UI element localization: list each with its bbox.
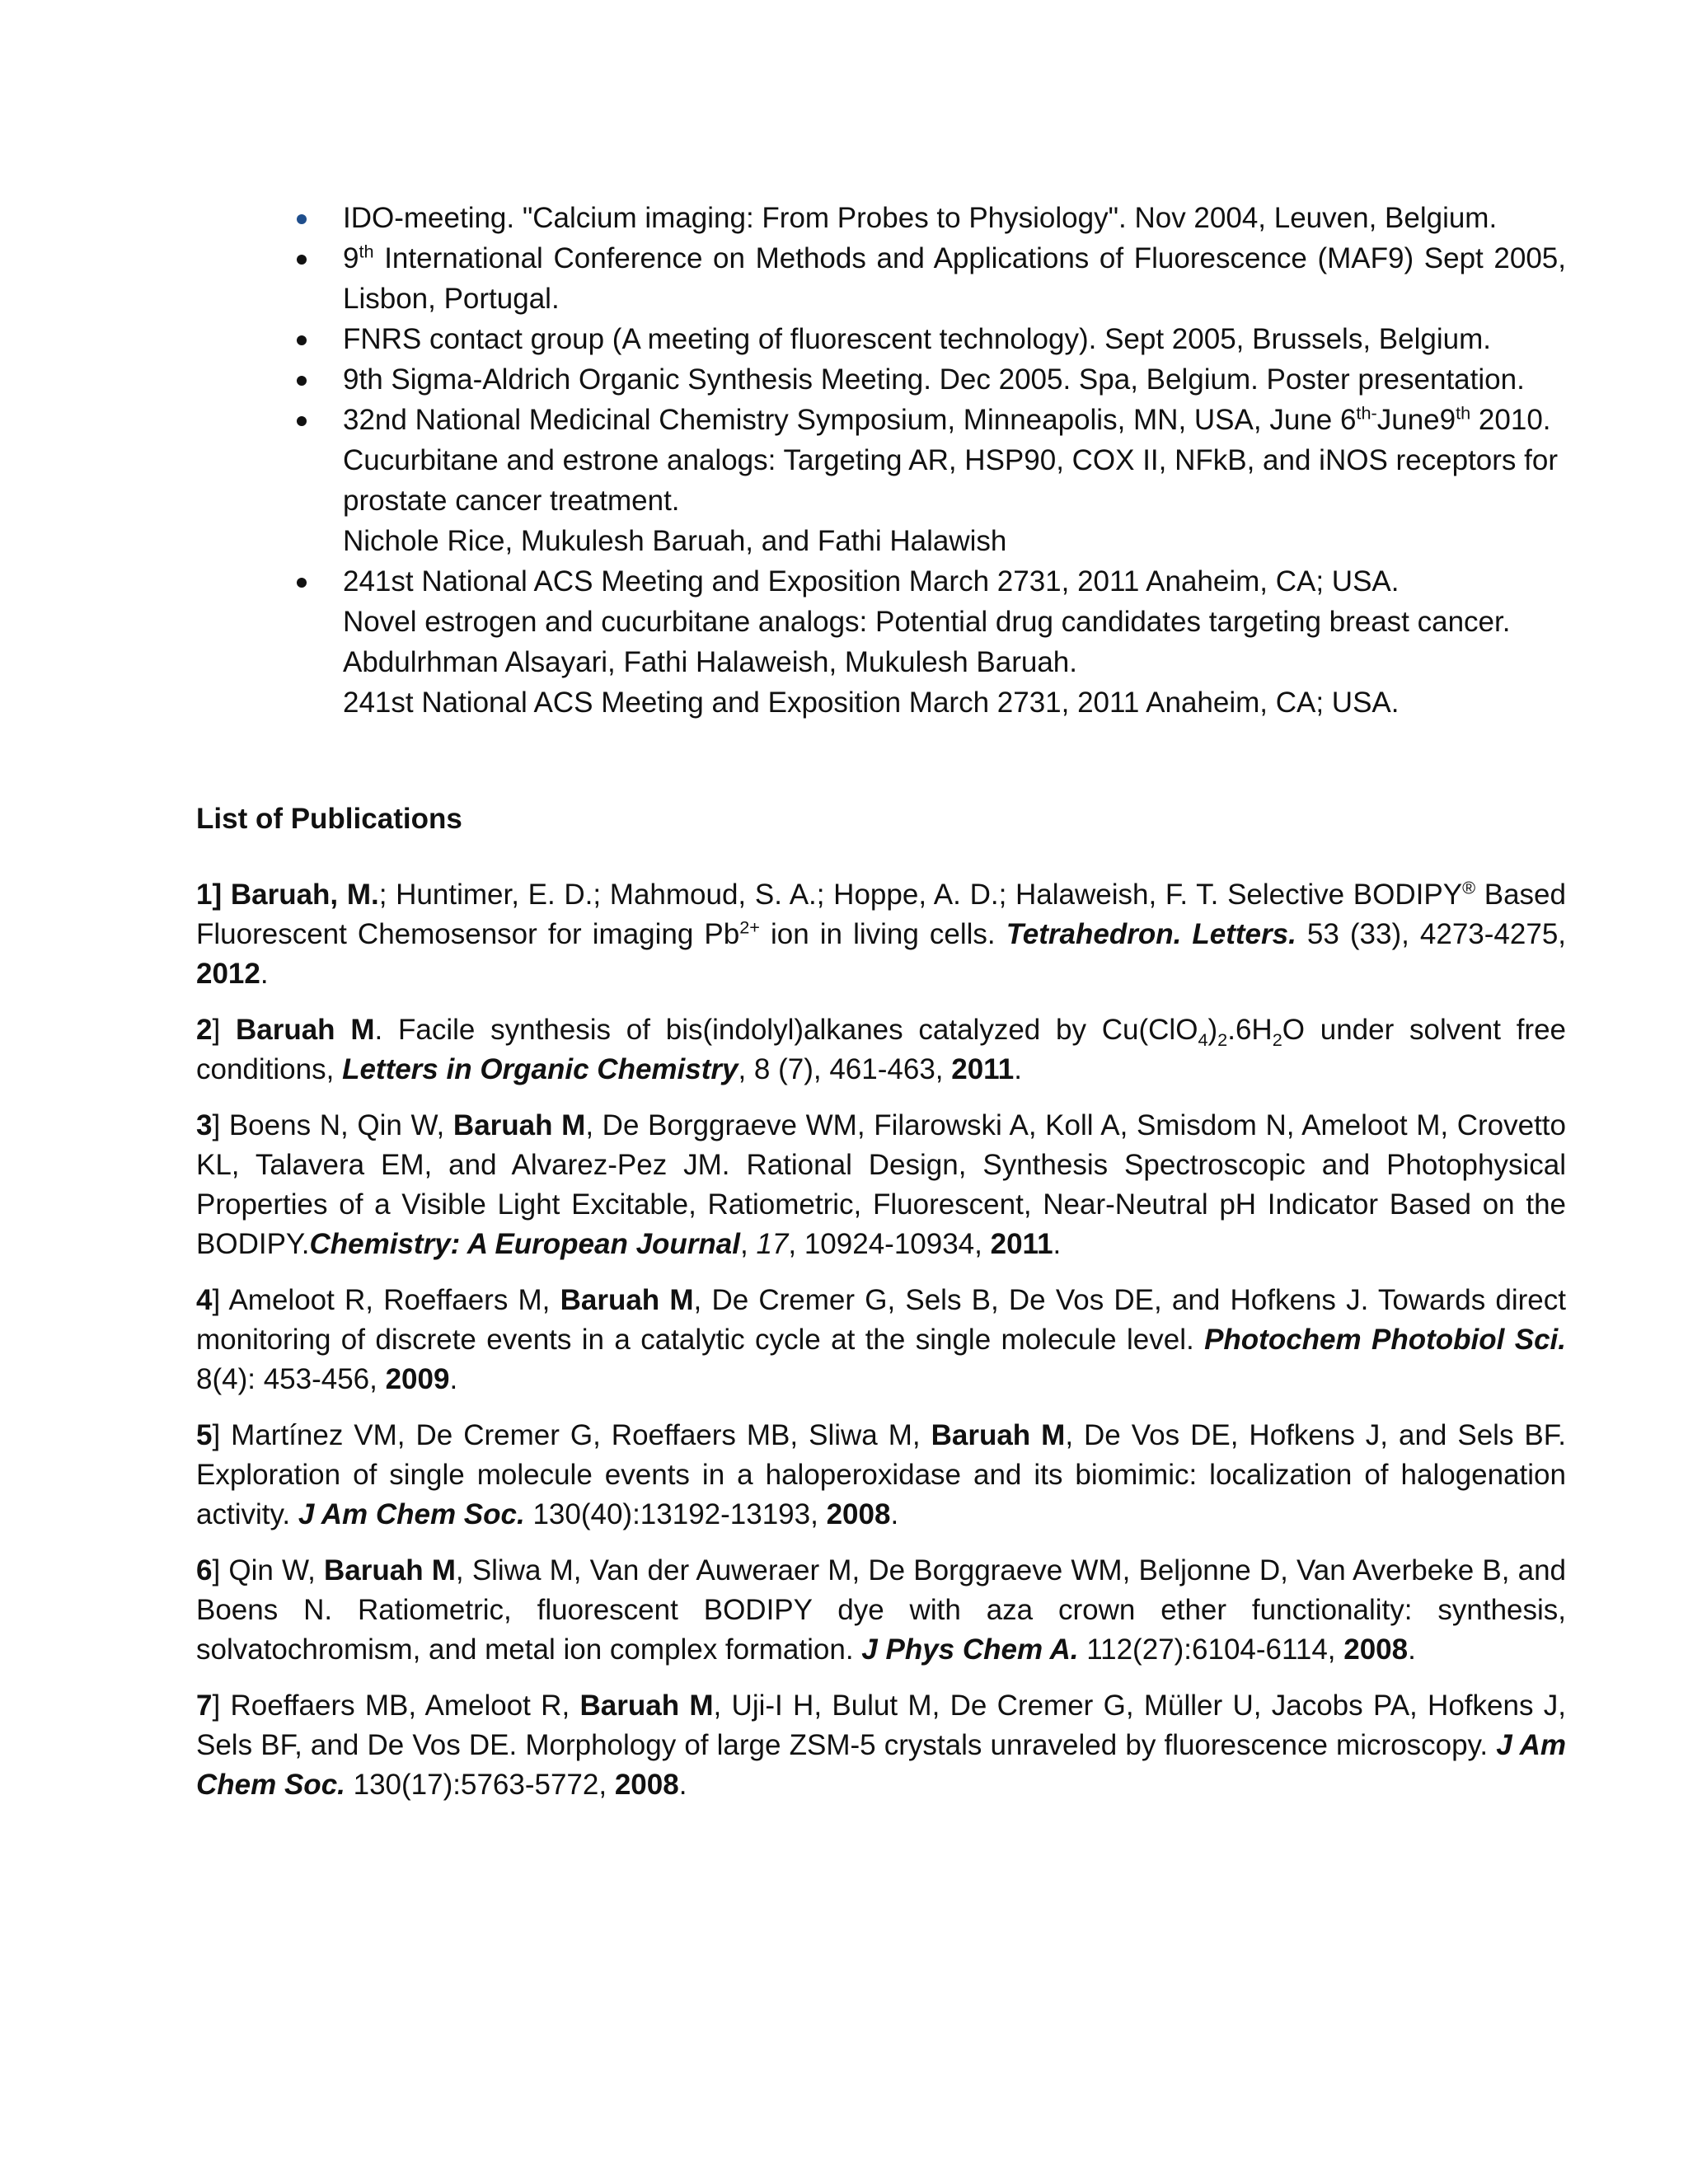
journal-name: Chemistry: A European Journal (309, 1228, 740, 1260)
bullet-icon (297, 255, 307, 265)
journal-name: J Phys Chem A. (861, 1633, 1079, 1666)
publication-year: 2009 (385, 1363, 450, 1395)
publication-year: 2011 (951, 1053, 1015, 1085)
highlighted-author: Baruah M (560, 1284, 694, 1316)
superscript: ® (1462, 877, 1476, 898)
presentation-authors: Abdulrhman Alsayari, Fathi Halaweish, Mukulesh Baruah. (343, 646, 1077, 678)
publication-text: ] Roeffaers MB, Ameloot R, (212, 1690, 580, 1722)
publication-year: 2011 (990, 1228, 1053, 1260)
publication-text: ] Martínez VM, De Cremer G, Roeffaers MB, Sliwa M, (212, 1419, 931, 1451)
highlighted-author: Baruah M (452, 1109, 586, 1141)
subscript: 2 (1217, 1029, 1228, 1050)
publication-text: . (890, 1498, 899, 1530)
publication-text: , De Vos DE, Hofkens J, and Sels BF. Exploration of single molecule events in a haloperoxidase and its biomimic: localization of halogenation activity. (196, 1419, 1567, 1530)
section-title: List of Publications (196, 803, 462, 835)
bullet-icon (297, 376, 307, 386)
publication-number: 4 (196, 1284, 213, 1316)
publication-year: 2012 (196, 958, 260, 990)
conference-item (196, 359, 1566, 400)
publication-item (196, 1106, 1566, 1264)
superscript: th- (1356, 402, 1377, 424)
highlighted-author: Baruah M (579, 1690, 714, 1722)
publication-text: ) (1207, 1014, 1218, 1046)
superscript: th (1456, 402, 1471, 424)
publication-text: , Sliwa M, Van der Auweraer M, De Borggraeve WM, Beljonne D, Van Averbeke B, and Boens N. Ratiometric, fluorescent BODIPY dye with aza crown ether functionality: synthesis, solvatochromism, and metal ion complex formation. (196, 1554, 1566, 1666)
journal-volume: 17 (756, 1228, 789, 1260)
conference-item (196, 238, 1566, 319)
conference-text: IDO-meeting. "Calcium imaging: From Probes to Physiology". Nov 2004, Leuven, Belgium. (343, 202, 1498, 234)
highlighted-author: Baruah M (324, 1554, 456, 1586)
bullet-icon (297, 416, 307, 426)
publication-text: ] Boens N, Qin W, (212, 1109, 453, 1141)
journal-name: Photochem Photobiol Sci. (1204, 1324, 1566, 1356)
publication-text: . (1014, 1053, 1022, 1085)
publication-text: , 10924-10934, (788, 1228, 991, 1260)
publication-text: 130(40):13192-13193, (524, 1498, 827, 1530)
publication-text: . (1408, 1633, 1416, 1666)
superscript: 2+ (739, 916, 760, 938)
bullet-icon (297, 335, 307, 345)
presentation-title: Novel estrogen and cucurbitane analogs: Potential drug candidates targeting breast cancer. (343, 606, 1511, 638)
publication-item (196, 1010, 1566, 1090)
publication-text: . (449, 1363, 458, 1395)
publication-text: , De Borggraeve WM, Filarowski A, Koll A, Smisdom N, Ameloot M, Crovetto KL, Talavera EM, and Alvarez-Pez JM. Rational Design, Synthesis Spectroscopic and Photophysical Properties of a Visible Light Excitable, Ratiometric, Fluorescent, Near-Neutral pH Indicator Based on the BODIPY. (196, 1109, 1566, 1260)
publication-item (196, 1416, 1566, 1535)
publication-text: Based Fluorescent Chemosensor for imaging Pb (196, 879, 1566, 950)
publication-text: . (260, 958, 269, 990)
publication-year: 2008 (826, 1498, 891, 1530)
superscript: th (359, 241, 374, 262)
journal-name: J Am Chem Soc. (298, 1498, 525, 1530)
journal-name: J Am Chem Soc. (196, 1729, 1566, 1801)
publication-year: 2008 (1343, 1633, 1409, 1666)
publication-number: 2 (196, 1014, 213, 1046)
conference-text: 9th Sigma-Aldrich Organic Synthesis Meeting. Dec 2005. Spa, Belgium. Poster presentation. (343, 363, 1525, 396)
journal-name: Letters in Organic Chemistry (342, 1053, 738, 1085)
publication-number: 5 (196, 1419, 213, 1451)
publication-text: 112(27):6104-6114, (1078, 1633, 1344, 1666)
publication-text: 53 (33), 4273-4275, (1296, 918, 1567, 950)
publication-text: , Uji-I H, Bulut M, De Cremer G, Müller U, Jacobs PA, Hofkens J, Sels BF, and De Vos DE. Morphology of large ZSM-5 crystals unraveled by fluorescence microscopy. (196, 1690, 1566, 1761)
conference-item (196, 400, 1566, 561)
highlighted-author: Baruah, M. (230, 879, 379, 911)
conference-item (196, 561, 1566, 723)
conference-list (196, 198, 1566, 723)
highlighted-author: Baruah M (235, 1014, 375, 1046)
publication-text: ] (212, 1014, 236, 1046)
publication-text: ; Huntimer, E. D.; Mahmoud, S. A.; Hoppe, A. D.; Halaweish, F. T. Selective BODIPY (378, 879, 1463, 911)
publication-item (196, 1686, 1566, 1805)
publication-text: . (678, 1769, 687, 1801)
bullet-icon (297, 214, 307, 224)
publication-item (196, 875, 1566, 994)
conference-item (196, 198, 1566, 238)
conference-number: 9 (343, 242, 359, 274)
publication-text: . Facile synthesis of bis(indolyl)alkanes catalyzed by Cu(ClO (374, 1014, 1198, 1046)
highlighted-author: Baruah M (931, 1419, 1066, 1451)
presentation-authors: Nichole Rice, Mukulesh Baruah, and Fathi Halawish (343, 525, 1007, 557)
publication-text: . (1053, 1228, 1062, 1260)
publication-text: ] Qin W, (212, 1554, 324, 1586)
conference-text: 32nd National Medicinal Chemistry Symposium, Minneapolis, MN, USA, June 6 (343, 404, 1357, 436)
publication-number: 6 (196, 1554, 213, 1586)
conference-item (196, 319, 1566, 359)
presentation-venue: 241st National ACS Meeting and Exposition March 2731, 2011 Anaheim, CA; USA. (343, 687, 1400, 719)
page-content (196, 198, 1566, 1821)
conference-text: 241st National ACS Meeting and Exposition March 2731, 2011 Anaheim, CA; USA. (343, 565, 1400, 598)
publication-item (196, 1281, 1566, 1399)
publication-text: , De Cremer G, Sels B, De Vos DE, and Hofkens J. Towards direct monitoring of discrete events in a catalytic cycle at the single molecule level. (196, 1284, 1566, 1356)
publication-number: 1] (196, 879, 231, 911)
presentation-title: Cucurbitane and estrone analogs: Targeting AR, HSP90, COX II, NFkB, and iNOS receptors for prostate cancer treatment. (343, 444, 1558, 517)
subscript: 4 (1198, 1029, 1208, 1050)
publication-text: , (740, 1228, 757, 1260)
publication-text: ] Ameloot R, Roeffaers M, (212, 1284, 560, 1316)
subscript: 2 (1272, 1029, 1282, 1050)
publication-text: O under solvent free conditions, (196, 1014, 1566, 1085)
journal-name: Tetrahedron. Letters. (1006, 918, 1296, 950)
bullet-icon (297, 578, 307, 588)
conference-text: FNRS contact group (A meeting of fluorescent technology). Sept 2005, Brussels, Belgium. (343, 323, 1491, 355)
publication-text: ion in living cells. (759, 918, 1006, 950)
conference-text: International Conference on Methods and Applications of Fluorescence (MAF9) Sept 2005, Lisbon, Portugal. (343, 242, 1566, 315)
publication-text: 8(4): 453-456, (196, 1363, 386, 1395)
publication-year: 2008 (614, 1769, 679, 1801)
publication-text: .6H (1227, 1014, 1273, 1046)
publication-list (196, 875, 1566, 1805)
publication-text: , 8 (7), 461-463, (738, 1053, 952, 1085)
publication-number: 3 (196, 1109, 213, 1141)
publication-number: 7 (196, 1690, 213, 1722)
conference-text: June9 (1376, 404, 1456, 436)
publication-item (196, 1551, 1566, 1670)
publication-text: 130(17):5763-5772, (345, 1769, 615, 1801)
conference-text: 2010. (1470, 404, 1551, 436)
